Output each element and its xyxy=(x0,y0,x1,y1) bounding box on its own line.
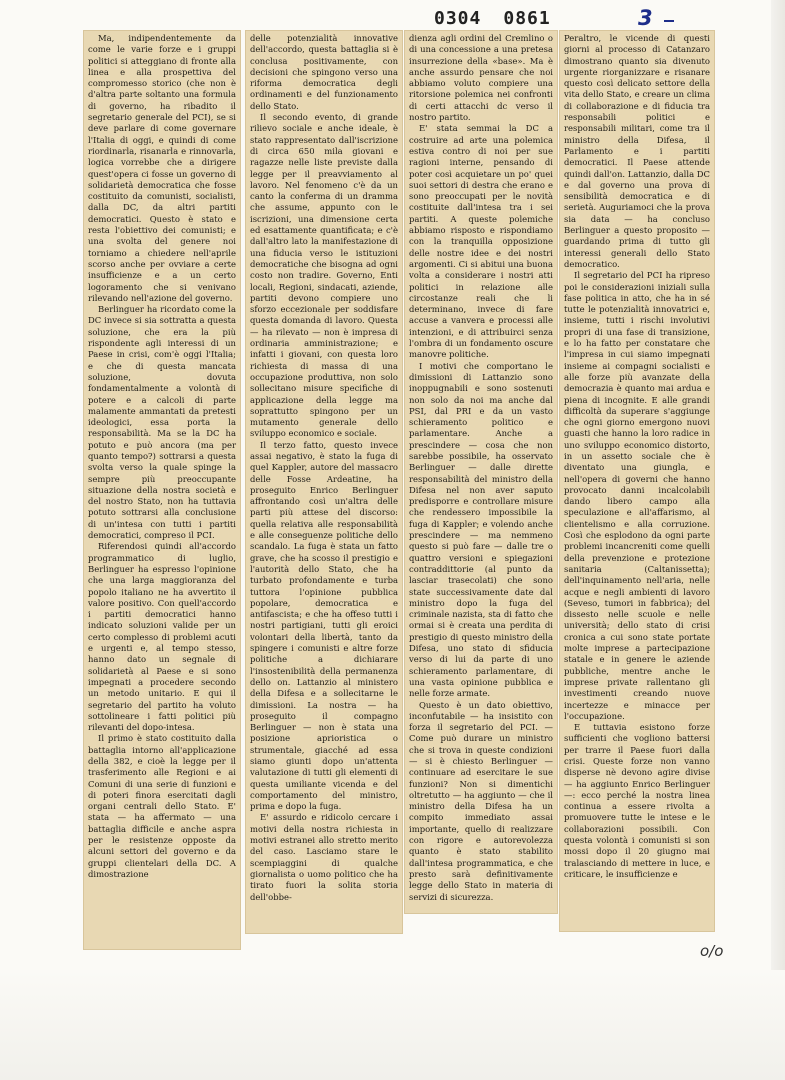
paragraph: Il primo è stato costituito dalla battaglia intorno all'applicazione della 382, e cioè la legge per il trasferimento alle Regioni e ai Comuni di una serie di funzioni e di poteri finora esercitati dagli organi centrali dello Stato. E' stata — ha affermato — una battaglia difficile e anche aspra per le resistenze opposte da alcuni settori del governo e da gruppi clientelari della DC. A dimostrazione xyxy=(88,733,236,879)
article-column-1 xyxy=(83,30,241,950)
article-column-2 xyxy=(245,30,403,934)
archive-code-part-2: 0861 xyxy=(503,8,551,29)
paragraph: Riferendosi quindi all'accordo programmatico di luglio, Berlinguer ha espresso l'opinione che una larga maggioranza del popolo italiano ne ha avvertito il valore positivo. Con quell'accordo i partiti democratici hanno indicato soluzioni valide per un certo complesso di problemi acuti e urgenti e, al tempo stesso, hanno dato un segnale di solidarietà al Paese e si sono impegnati a procedere secondo un metodo unitario. E qui il segretario del partito ha voluto sottolineare i fatti politici più rilevanti del dopo-intesa. xyxy=(88,541,236,733)
paragraph: E tuttavia esistono forze sufficienti che vogliono battersi per trarre il Paese fuori dalla crisi. Queste forze non vanno disperse nè devono agire divise — ha aggiunto Enrico Berlinguer —: ecco perché la nostra linea continua a essere rivolta a promuovere tutte le intese e le collaborazioni possibili. Con questa volontà i comunisti si son mossi dopo il 20 giugno mai tralasciando di mettere in luce, e criticare, le insufficienze e xyxy=(564,722,710,879)
scan-bottom-shadow xyxy=(0,970,785,1080)
handwritten-page-dash xyxy=(664,20,674,22)
paragraph: Ma, indipendentemente da come le varie forze e i gruppi politici si atteggiano di fronte alla linea e alla prospettiva del compromesso storico (che non è d'altra parte soltanto una formula di governo, ha ribadito il segretario generale del PCI), se si deve parlare di come governare l'Italia di oggi, e quindi di come riordinarla, risanarla e rinnovarla, logica vorrebbe che a dirigere quest'opera ci fosse un governo di solidarietà democratica che fosse costituito da comunisti, socialisti, dalla DC, da altri partiti democratici. Questo è stato e resta l'obiettivo dei comunisti; e una svolta del genere noi torniamo a chiedere nell'aprile scorso anche per ovviare a certe insufficienze e a un certo logoramento che si venivano rilevando nell'azione del governo. xyxy=(88,33,236,303)
scan-edge-shadow xyxy=(771,0,785,1080)
paragraph: Peraltro, le vicende di questi giorni al processo di Catanzaro dimostrano quanto sia divenuto urgente riorganizzare e risanare questo così delicato settore della vita dello Stato, e creare un clima di collaborazione e di fiducia tra responsabili politici e responsabili militari, come tra il ministro della Difesa, il Parlamento e i partiti democratici. Il Paese attende quindi dall'on. Lattanzio, dalla DC e dal governo una prova di sensibilità democratica e di serietà. Auguriamoci che la prova sia data — ha concluso Berlinguer a questo proposito — guardando prima di tutto gli interessi generali dello Stato democratico. xyxy=(564,33,711,269)
archive-code-part-1: 0304 xyxy=(434,8,482,29)
paragraph: Il terzo fatto, questo invece assai negativo, è stato la fuga di quel Kappler, autore del massacro delle Fosse Ardeatine, ha proseguito Enrico Berlinguer affrontando così un'altra delle parti più attese del discorso: quella relativa alle responsabilità e alle conseguenze politiche dello scandalo. La fuga è stata un fatto grave, che ha scosso il prestigio e l'autorità dello Stato, che ha turbato profondamente e turba tuttora l'opinione pubblica popolare, democratica e antifascista; e che ha offeso tutti i nostri partigiani, tutti gli eroici volontari della libertà, tanto da spingere i comunisti e altre forze politiche a dichiarare l'insostenibilità della permanenza dello on. Lattanzio al ministero della Difesa e a sollecitarne le dimissioni. La nostra — ha proseguito il compagno Berlinguer — non è stata una posizione aprioristica o strumentale, giacché ad essa siamo giunti dopo un'attenta valutazione di tutti gli elementi di questa umiliante vicenda e del comportamento del ministro, prima e dopo la fuga. xyxy=(250,439,398,812)
paragraph: Berlinguer ha ricordato come la DC invece si sia sottratta a questa soluzione, che era la più rispondente agli interessi di un Paese in crisi, com'è oggi l'Italia; e che di questa mancata soluzione, dovuta fondamentalmente a volontà di potere e a calcoli di parte malamente ammantati da pretesti ideologici, essa porta la responsabilità. Ma se la DC ha potuto e può ancora (ma per quanto tempo?) sottrarsi a questa svolta verso la quale spinge la sempre più preoccupante situazione della nostra società e del nostro Stato, non ha tuttavia potuto sottrarsi alla conclusione di un'intesa con tutti i partiti democratici, compreso il PCI. xyxy=(88,304,236,541)
paragraph: Il segretario del PCI ha ripreso poi le considerazioni iniziali sulla fase politica in atto, che ha in sé tutte le potenzialità innovatrici e, insieme, tutti i rischi involutivi propri di una fase di transizione, e lo ha fatto per constatare che l'impresa in cui siamo impegnati insieme ai compagni socialisti e alle forze più avanzate della democrazia è quanto mai ardua e piena di incognite. E alle grandi difficoltà da superare s'aggiunge che ogni giorno emergono nuovi guasti che hanno la loro radice in uno sviluppo economico distorto, in un assetto sociale che è diventato una giungla, e nell'opera di governi che hanno provocato danni incalcolabili dando libero campo alla speculazione e all'affarismo, al clientelismo e alla corruzione. Così che esplodono da ogni parte problemi incancreniti come quelli della prevenzione e protezione sanitaria (Caltanissetta); dell'inquinamento nell'aria, nelle acque e negli ambienti di lavoro (Seveso, tumori in fabbrica); del dissesto nelle scuole e nelle università; dello stato di crisi cronica a cui sono state portate molte imprese a partecipazione statale e in genere le aziende pubbliche, mentre anche le imprese private rallentano gli investimenti creando nuove incertezze e minacce per l'occupazione. xyxy=(564,270,710,721)
paragraph: E' stata semmai la DC a costruire ad arte una polemica estiva contro di noi per sue ragioni interne, pensando di poter così acquietare un po' quei suoi settori di destra che erano e sono preoccupati per le novità costituite dall'intesa tra i sei partiti. A queste polemiche abbiamo risposto e rispondiamo con la tranquilla opposizione delle nostre idee e dei nostri argomenti. Ci si abitui una buona volta a considerare i nostri atti politici in relazione alle circostanze reali che li determinano, invece di fare accuse a vanvera e processi alle intenzioni, e di attribuirci senza l'ombra di un fondamento oscure manovre politiche. xyxy=(409,123,553,360)
handwritten-page-number: 3 xyxy=(638,6,653,30)
archive-stamp-number xyxy=(434,8,573,29)
paragraph: E' assurdo e ridicolo cercare i motivi della nostra richiesta in motivi estranei allo stretto merito del caso. Lasciamo stare le scempiaggini di qualche giornalista o uomo politico che ha tirato fuori la solita storia dell'obbe- xyxy=(250,812,398,902)
paragraph: dienza agli ordini del Cremlino o di una concessione a una pretesa insurrezione della «base». Ma è anche assurdo pensare che noi abbiamo voluto compiere una ritorsione polemica nei confronti di certi attacchi dc verso il nostro partito. xyxy=(409,33,553,123)
paragraph: I motivi che comportano le dimissioni di Lattanzio sono inoppugnabili e sono sostenuti non solo da noi ma anche dal PSI, dal PRI e da un vasto schieramento politico e parlamentare. Anche a prescindere — cosa che non sarebbe possibile, ha osservato Berlinguer — dalle dirette responsabilità del ministro della Difesa nel non aver saputo predisporre e controllare misure che rendessero impossibile la fuga di Kappler; e volendo anche prescindere — ma nemmeno questo si può fare — dalle tre o quattro versioni e spiegazioni contraddittorie (al punto da lasciar trasecolati) che sono state successivamente date dal ministro dopo la fuga del criminale nazista, sta di fatto che ormai si è creata una perdita di prestigio di questo ministro della Difesa, uno stato di sfiducia verso di lui da parte di uno schieramento parlamentare, di una vasta opinione pubblica e nelle forze armate. xyxy=(409,360,553,699)
handwritten-folio-mark: o/o xyxy=(700,942,724,960)
paragraph: delle potenzialità innovative dell'accordo, questa battaglia si è conclusa positivamente, con decisioni che spingono verso una riforma democratica degli ordinamenti e del funzionamento dello Stato. xyxy=(250,33,398,111)
paragraph: Questo è un dato obiettivo, inconfutabile — ha insistito con forza il segretario del PCI. — Come può durare un ministro che si trova in queste condizioni — si è chiesto Berlinguer — continuare ad esercitare le sue funzioni? Non si dimentichi oltretutto — ha aggiunto — che il ministro della Difesa ha un compito immediato assai importante, quello di realizzare con rigore e autorevolezza quanto è stato stabilito dall'intesa programmatica, e che presto sarà definitivamente legge dello Stato in materia di servizi di sicurezza. xyxy=(409,699,553,902)
article-column-3 xyxy=(404,30,558,914)
article-column-4 xyxy=(559,30,715,932)
paragraph: Il secondo evento, di grande rilievo sociale e anche ideale, è stato rappresentato dall'iscrizione di circa 650 mila giovani e ragazze nelle liste previste dalla legge per il preavviamento al lavoro. Nel fenomeno c'è da un canto la conferma di un dramma che assume, appunto con le iscrizioni, una dimensione certa ed esattamente quantificata; e c'è dall'altro lato la manifestazione di una fiducia verso le istituzioni democratiche che bisogna ad ogni costo non tradire. Governo, Enti locali, Regioni, sindacati, aziende, partiti devono compiere uno sforzo eccezionale per soddisfare questa domanda di lavoro. Questa — ha rilevato — non è impresa di ordinaria amministrazione; e infatti i giovani, con questa loro richiesta di massa di una occupazione produttiva, non solo sollecitano misure specifiche di applicazione della legge ma soprattutto spingono per un mutamento generale dello sviluppo economico e sociale. xyxy=(250,112,398,439)
